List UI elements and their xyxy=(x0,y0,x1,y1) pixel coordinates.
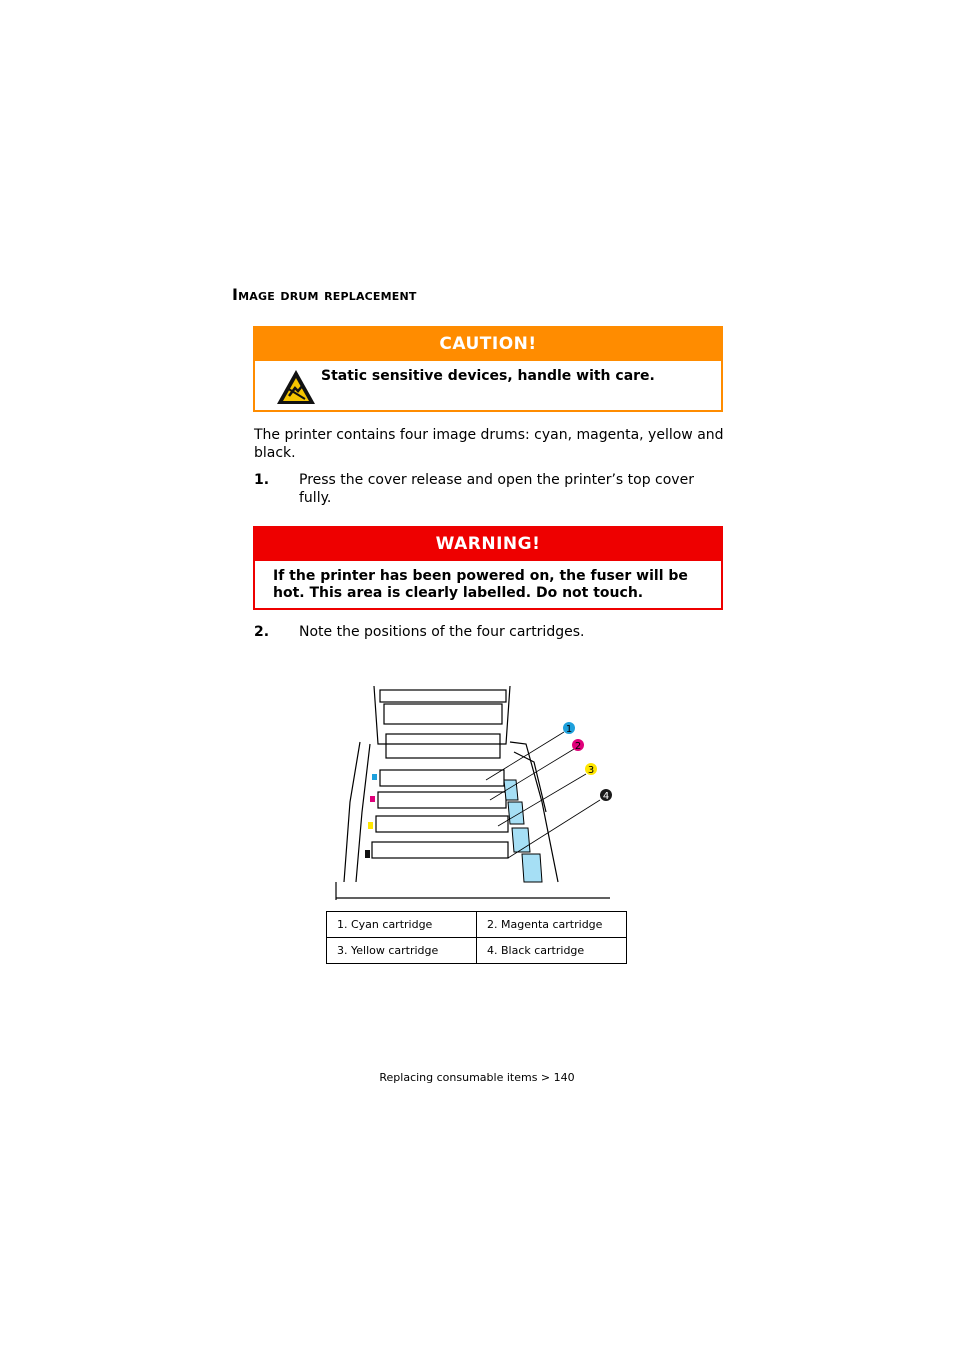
warning-box xyxy=(253,526,723,610)
legend-cell: 2. Magenta cartridge xyxy=(477,912,627,938)
step-2-text: Note the positions of the four cartridges. xyxy=(299,624,585,640)
page-footer: Replacing consumable items > 140 xyxy=(379,1071,575,1084)
legend-cell: 4. Black cartridge xyxy=(477,938,627,964)
legend-cell: 3. Yellow cartridge xyxy=(327,938,477,964)
callout-3-label: 3 xyxy=(587,765,595,776)
section-heading xyxy=(232,285,417,304)
callout-1-label: 1 xyxy=(565,724,573,735)
caution-text: Static sensitive devices, handle with care. xyxy=(321,368,655,384)
step-1-text: Press the cover release and open the printer’s top cover fully. xyxy=(299,472,694,506)
legend-cell: 1. Cyan cartridge xyxy=(327,912,477,938)
warning-text: If the printer has been powered on, the fuser will be hot. This area is clearly labelled. Do not touch. xyxy=(273,568,688,601)
callout-2-label: 2 xyxy=(574,741,582,752)
printer-cartridges-illustration xyxy=(330,682,630,904)
table-row xyxy=(327,912,627,938)
heading-initial: I xyxy=(232,285,239,304)
caution-title: CAUTION! xyxy=(255,328,721,361)
caution-box xyxy=(253,326,723,412)
esd-warning-icon xyxy=(275,368,317,406)
heading-rest: mage drum replacement xyxy=(238,286,417,304)
callout-4-label: 4 xyxy=(602,791,610,802)
cartridge-legend-table xyxy=(326,911,627,964)
warning-title: WARNING! xyxy=(255,528,721,561)
step-2 xyxy=(254,623,720,641)
intro-paragraph: The printer contains four image drums: cyan, magenta, yellow and black. xyxy=(254,427,724,461)
step-1-number: 1. xyxy=(254,472,270,488)
table-row xyxy=(327,938,627,964)
step-1 xyxy=(254,471,720,507)
step-2-number: 2. xyxy=(254,624,270,640)
